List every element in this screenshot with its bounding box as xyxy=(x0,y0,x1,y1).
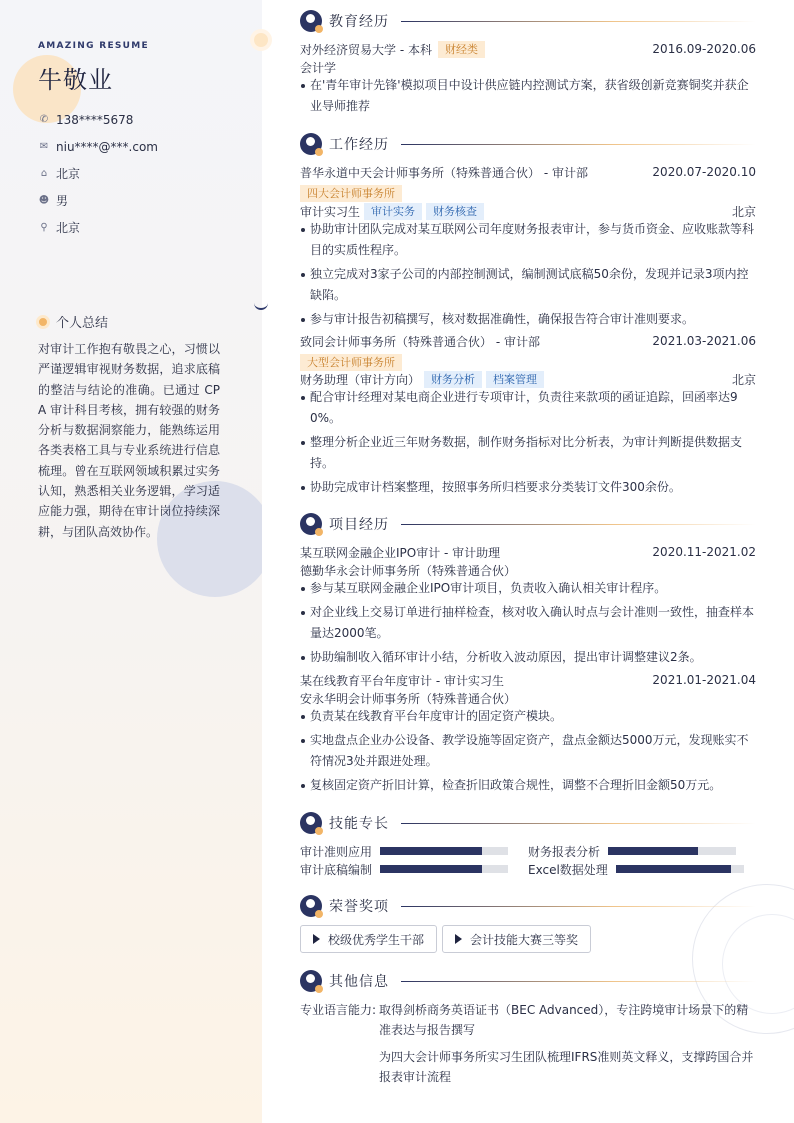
gender-icon: ☻ xyxy=(38,195,50,206)
education-bullets xyxy=(300,75,756,120)
section-other xyxy=(300,970,756,992)
project-bullets xyxy=(300,578,756,671)
education-row xyxy=(300,40,756,58)
skill-bar-fill xyxy=(616,865,731,873)
skill-tag: 审计实务 xyxy=(364,203,422,220)
contact-gender xyxy=(38,187,158,214)
section-icon xyxy=(300,895,322,917)
section-work xyxy=(300,133,756,155)
section-title: 教育经历 xyxy=(329,14,389,30)
summary-title: 个人总结 xyxy=(56,316,109,331)
skill-bar xyxy=(380,865,508,873)
skill-item xyxy=(300,861,528,878)
contact-list xyxy=(38,106,158,241)
other-info xyxy=(300,1000,756,1094)
sidebar xyxy=(0,0,262,1123)
skill-tag: 档案管理 xyxy=(486,371,544,388)
play-triangle-icon xyxy=(313,934,320,944)
list-item: 整理分析企业近三年财务数据，制作财务指标对比分析表，为审计判断提供数据支持。 xyxy=(300,432,756,474)
list-item: 在'青年审计先锋'模拟项目中设计供应链内控测试方案，获省级创新竞赛铜奖并获企业导师推荐 xyxy=(300,75,756,117)
contact-text: 138****5678 xyxy=(56,112,134,127)
list-item: 协助完成审计档案整理，按照事务所归档要求分类装订文件300余份。 xyxy=(300,477,756,498)
section-divider xyxy=(401,906,756,907)
list-item: 复核固定资产折旧计算，检查折旧政策合规性，调整不合理折旧金额50万元。 xyxy=(300,775,756,796)
section-icon xyxy=(300,10,322,32)
job-row xyxy=(300,163,756,181)
phone-icon: ✆ xyxy=(39,114,49,125)
skill-tag: 财务核查 xyxy=(426,203,484,220)
job-bullets xyxy=(300,387,756,501)
company-tag: 大型会计师事务所 xyxy=(300,354,402,371)
section-title: 荣誉奖项 xyxy=(329,899,389,915)
list-item: 协助审计团队完成对某互联网公司年度财务报表审计，参与货币资金、应收账款等科目的实质性程序。 xyxy=(300,219,756,261)
section-divider xyxy=(401,524,756,525)
section-divider xyxy=(401,21,756,22)
job-date: 2020.07-2020.10 xyxy=(652,165,756,179)
project-org-row xyxy=(300,561,756,579)
job-city: 北京 xyxy=(731,372,756,387)
job-role-row xyxy=(300,202,756,220)
school-tag: 财经类 xyxy=(438,41,485,58)
project-row xyxy=(300,671,756,689)
list-item: 参与审计报告初稿撰写，核对数据准确性，确保报告符合审计准则要求。 xyxy=(300,309,756,330)
project-date: 2021.01-2021.04 xyxy=(652,673,756,687)
decor-arc xyxy=(254,296,268,310)
awards-list xyxy=(300,925,596,953)
list-item: 实地盘点企业办公设备、教学设施等固定资产，盘点金额达5000万元，发现账实不符情况3处并跟进处理。 xyxy=(300,730,756,772)
list-item: 负责某在线教育平台年度审计的固定资产模块。 xyxy=(300,706,756,727)
section-honors xyxy=(300,895,756,917)
contact-text: 北京 xyxy=(56,221,81,235)
skill-item xyxy=(300,843,528,860)
list-item: 协助编制收入循环审计小结，分析收入波动原因，提出审计调整建议2条。 xyxy=(300,647,756,668)
project-org-row xyxy=(300,689,756,707)
list-item: 配合审计经理对某电商企业进行专项审计，负责往来款项的函证追踪，回函率达90%。 xyxy=(300,387,756,429)
section-icon xyxy=(300,133,322,155)
job-tag-row xyxy=(300,184,756,202)
school-name: 对外经济贸易大学 - 本科 xyxy=(300,42,432,57)
contact-text: niu****@***.com xyxy=(56,139,158,154)
mail-icon: ✉ xyxy=(39,141,49,152)
major-row xyxy=(300,58,756,76)
project-row xyxy=(300,543,756,561)
company-tag: 四大会计师事务所 xyxy=(300,185,402,202)
resume-label: AMAZING RESUME xyxy=(38,41,149,51)
skill-item xyxy=(528,843,756,860)
list-item: 参与某互联网金融企业IPO审计项目，负责收入确认相关审计程序。 xyxy=(300,578,756,599)
project-org: 安永华明会计师事务所（特殊普通合伙） xyxy=(300,691,517,706)
decor-dot-orange xyxy=(250,29,272,51)
skill-bar-fill xyxy=(380,865,482,873)
section-divider xyxy=(401,823,756,824)
skill-bar xyxy=(616,865,744,873)
contact-home xyxy=(38,160,158,187)
other-text: 为四大会计师事务所实习生团队梳理IFRS准则英文释义，支撑跨国合并报表审计流程 xyxy=(379,1050,754,1084)
job-role: 审计实习生 xyxy=(300,204,361,219)
section-icon xyxy=(300,513,322,535)
section-education xyxy=(300,10,756,32)
contact-location xyxy=(38,214,158,241)
project-date: 2020.11-2021.02 xyxy=(652,545,756,559)
award-label: 校级优秀学生干部 xyxy=(328,932,425,947)
candidate-name: 牛敬业 xyxy=(38,66,113,94)
job-company: 普华永道中天会计师事务所（特殊普通合伙） - 审计部 xyxy=(300,165,588,180)
skill-name: Excel数据处理 xyxy=(528,862,608,877)
project-bullets xyxy=(300,706,756,799)
section-title: 其他信息 xyxy=(329,974,389,990)
job-row xyxy=(300,332,756,350)
skill-item xyxy=(528,861,756,878)
skill-bar xyxy=(380,847,508,855)
other-text: 取得剑桥商务英语证书（BEC Advanced），专注跨境审计场景下的精准表达与报告撰写 xyxy=(379,1003,749,1037)
skill-bar-fill xyxy=(608,847,698,855)
skills-grid xyxy=(300,842,756,878)
section-title: 技能专长 xyxy=(329,816,389,832)
section-divider xyxy=(401,144,756,145)
section-icon xyxy=(300,812,322,834)
skill-bar xyxy=(608,847,736,855)
job-tag-row xyxy=(300,353,756,371)
list-item: 对企业线上交易订单进行抽样检查，核对收入确认时点与会计准则一致性，抽查样本量达2000笔。 xyxy=(300,602,756,644)
skill-name: 审计底稿编制 xyxy=(300,862,373,877)
job-role: 财务助理（审计方向） xyxy=(300,372,421,387)
section-title: 工作经历 xyxy=(329,137,389,153)
job-city: 北京 xyxy=(731,204,756,219)
summary-text: 对审计工作抱有敬畏之心，习惯以严谨逻辑审视财务数据，追求底稿的整洁与结论的准确。已通过 CPA 审计科目考核，拥有较强的财务分析与数据洞察能力，能熟练运用各类表格工具与专业系统进行信息梳理。曾在互联网领域积累过实务认知，熟悉相关业务逻辑，学习适应能力强，期待在审计岗位持续深耕，与团队高效协作。 xyxy=(38,342,220,539)
section-skills xyxy=(300,812,756,834)
dot-icon xyxy=(36,315,50,329)
skill-name: 审计准则应用 xyxy=(300,844,373,859)
location-pin-icon: ⚲ xyxy=(40,222,48,233)
job-bullets xyxy=(300,219,756,333)
award-badge xyxy=(300,925,437,953)
job-date: 2021.03-2021.06 xyxy=(652,334,756,348)
contact-email xyxy=(38,133,158,160)
project-name: 某互联网金融企业IPO审计 - 审计助理 xyxy=(300,545,501,560)
major: 会计学 xyxy=(300,60,337,75)
education-date: 2016.09-2020.06 xyxy=(652,42,756,56)
summary-heading xyxy=(36,312,108,331)
section-divider xyxy=(401,981,756,982)
contact-text: 北京 xyxy=(56,167,81,181)
skill-tag: 财务分析 xyxy=(424,371,482,388)
section-icon xyxy=(300,970,322,992)
skill-name: 财务报表分析 xyxy=(528,844,601,859)
skill-bar-fill xyxy=(380,847,482,855)
project-name: 某在线教育平台年度审计 - 审计实习生 xyxy=(300,673,504,688)
home-icon: ⌂ xyxy=(40,168,48,179)
award-label: 会计技能大赛三等奖 xyxy=(470,932,579,947)
job-company: 致同会计师事务所（特殊普通合伙） - 审计部 xyxy=(300,334,540,349)
project-org: 德勤华永会计师事务所（特殊普通合伙） xyxy=(300,563,517,578)
contact-phone xyxy=(38,106,158,133)
contact-text: 男 xyxy=(56,194,69,208)
section-title: 项目经历 xyxy=(329,517,389,533)
play-triangle-icon xyxy=(455,934,462,944)
section-projects xyxy=(300,513,756,535)
list-item: 独立完成对3家子公司的内部控制测试，编制测试底稿50余份，发现并记录3项内控缺陷。 xyxy=(300,264,756,306)
award-badge xyxy=(442,925,591,953)
job-role-row xyxy=(300,370,756,388)
other-label: 专业语言能力: xyxy=(300,1003,377,1017)
